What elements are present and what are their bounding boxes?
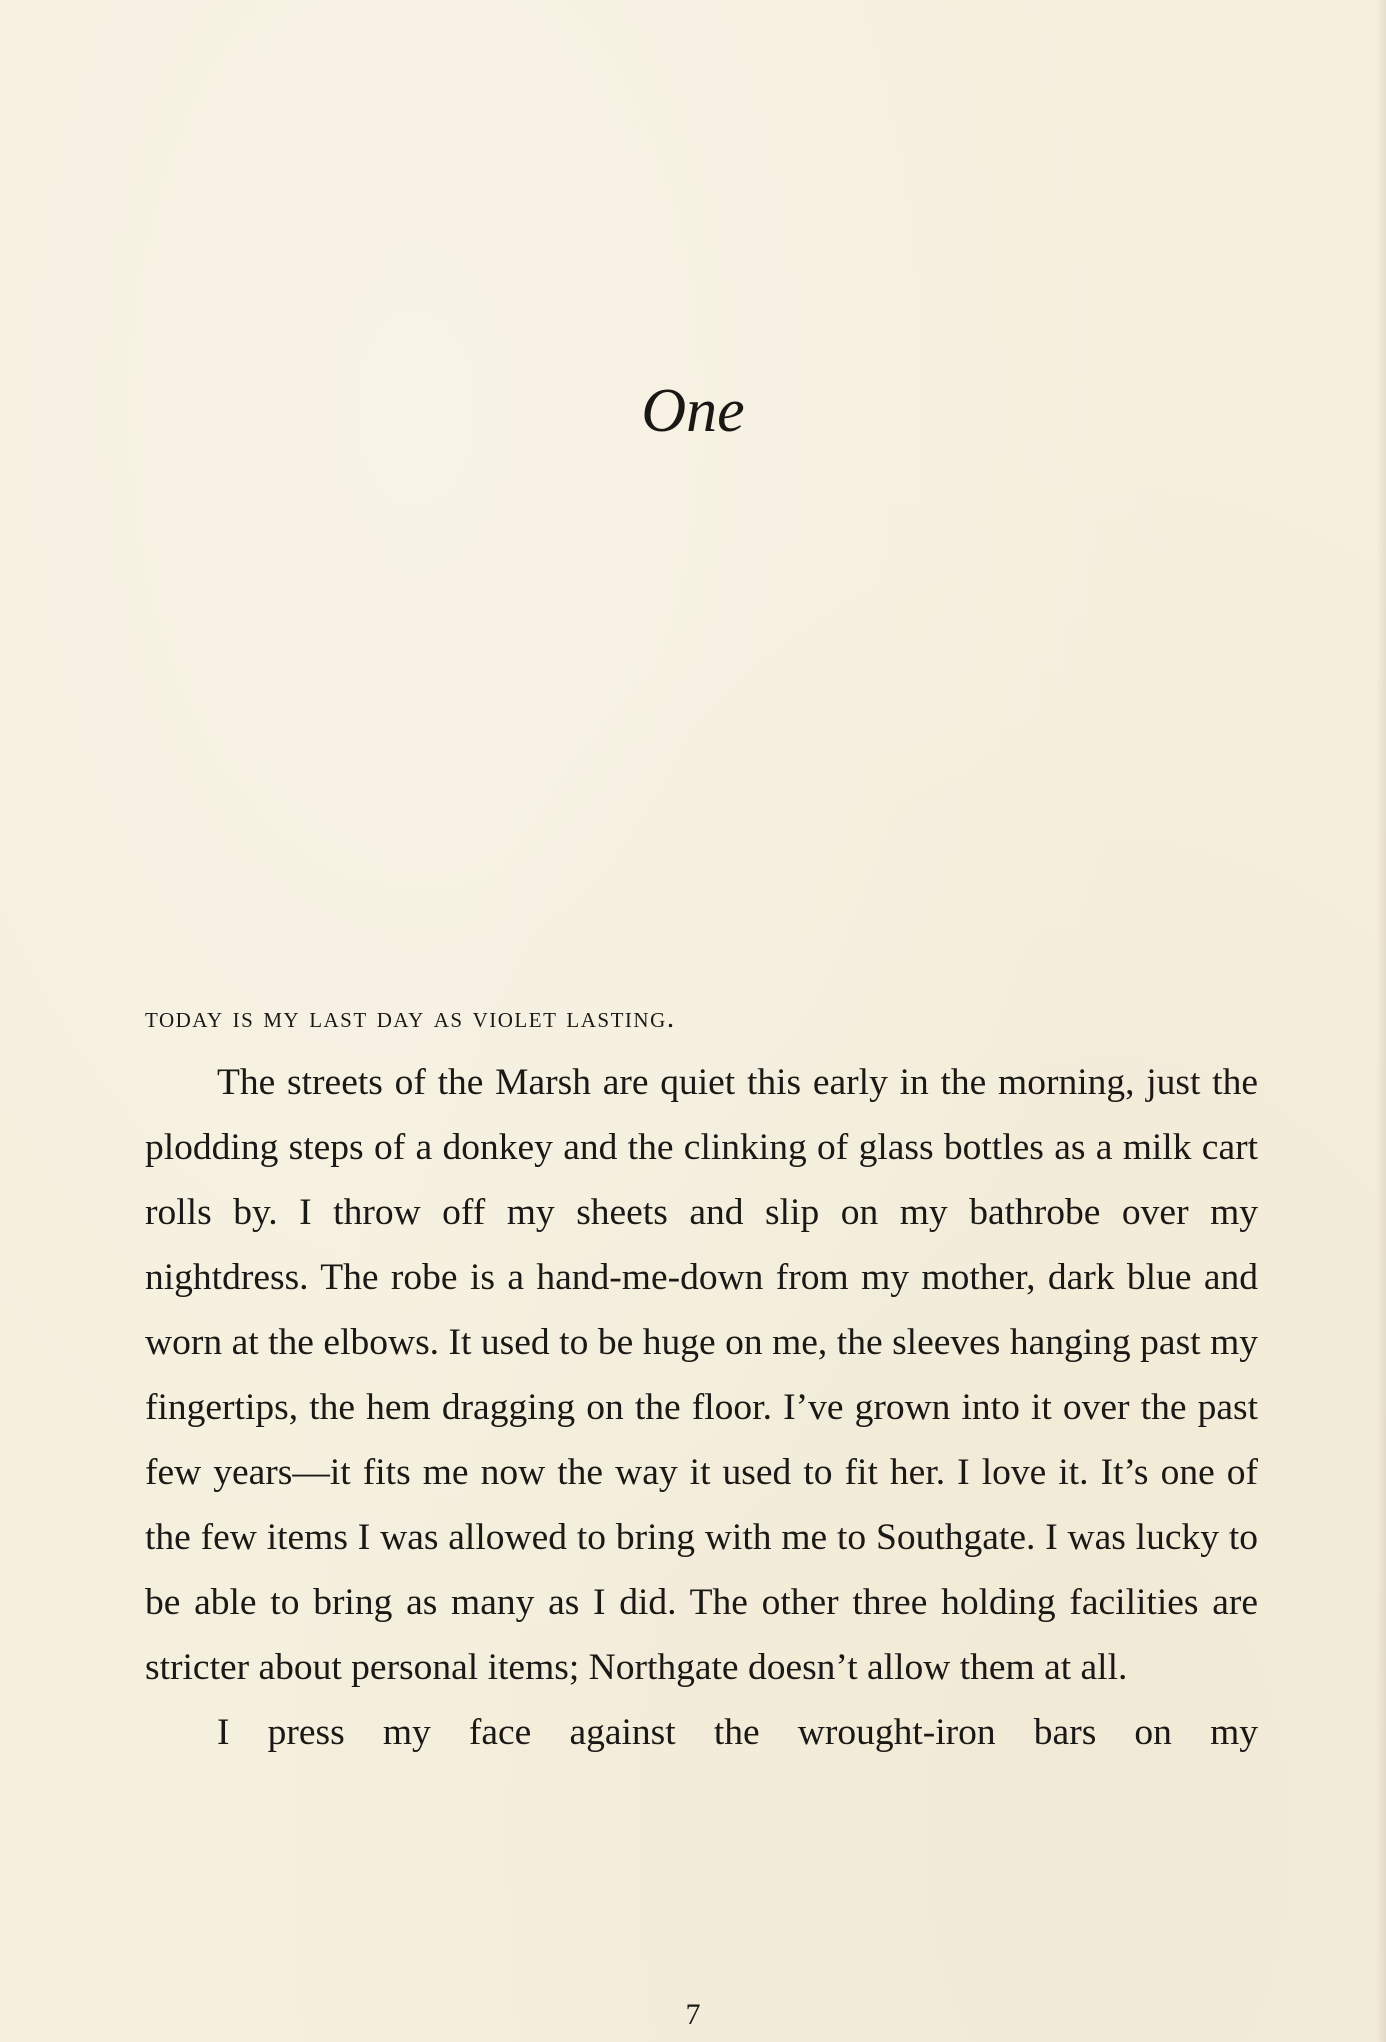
body-text [145,985,1258,1765]
page-number: 7 [685,1998,701,2031]
paragraph: I press my face against the wrought-iron bars on my [217,1712,1258,1753]
paragraph: The streets of the Marsh are quiet this early in the morning, just the plodding steps of a donkey and the clinking of glass bottles as a milk cart rolls by. I throw off my sheets and slip on my bathrobe over my nightdress. The robe is a hand-me-down from my mother, dark blue and worn at the elbows. It used to be huge on me, the sleeves hanging past my fingertips, the hem dragging on the floor. I’ve grown into it over the past few years—it fits me now the way it used to fit her. I love it. It’s one of the few items I was allowed to bring with me to Southgate. I was lucky to be able to bring as many as I did. The other three holding facilities are stricter about personal items; Northgate doesn’t allow them at all. [145,1062,1258,1688]
opening-line: today is my last day as violet lasting. [145,1001,676,1034]
chapter-title: One [641,377,745,445]
page-edge-shadow [1376,0,1386,2042]
